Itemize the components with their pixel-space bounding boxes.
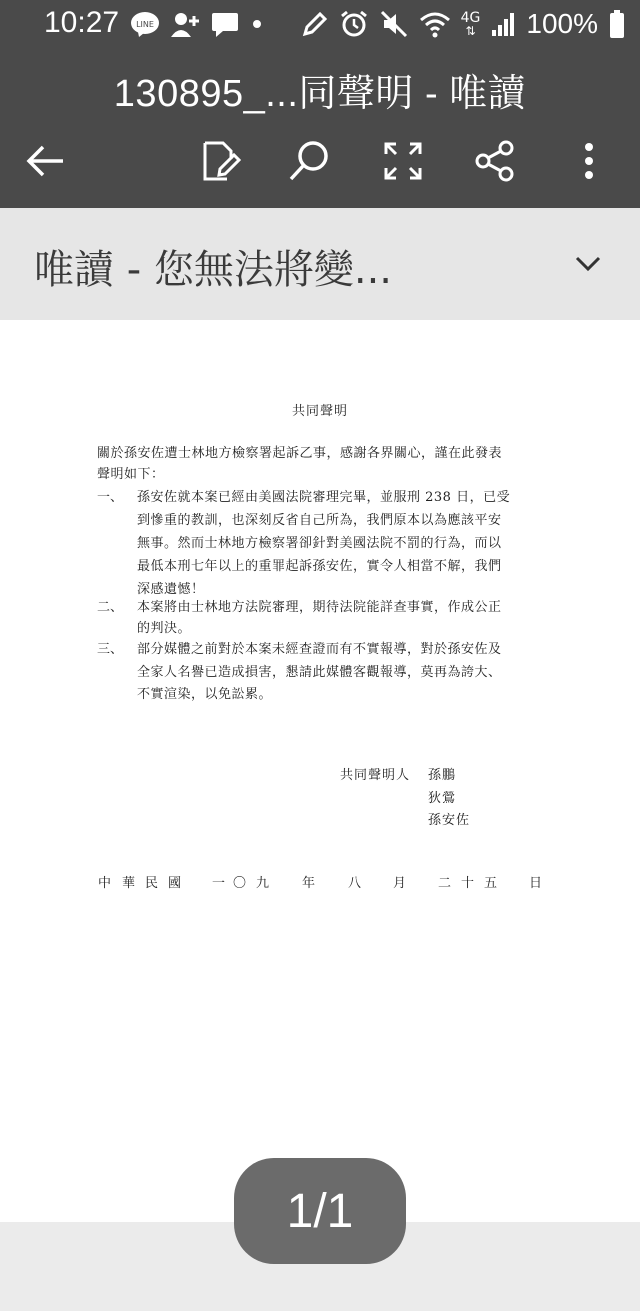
date-char: 國: [168, 876, 182, 891]
wifi-icon: [419, 10, 451, 38]
item-line: 的判決。: [137, 621, 192, 636]
more-button[interactable]: [566, 138, 612, 184]
document-title: 130895_...同聲明 - 唯讀: [113, 73, 527, 115]
add-contact-icon: [170, 10, 200, 38]
fullscreen-icon: [381, 139, 425, 183]
dot-icon: [250, 10, 264, 38]
item-line: 深感遺憾！: [137, 582, 205, 597]
item-line: 不實渲染，以免訟累。: [137, 687, 273, 702]
date-char: 十: [461, 876, 475, 891]
date-char: 九: [256, 876, 270, 891]
page-indicator: 1/1: [234, 1158, 406, 1264]
svg-text:LINE: LINE: [136, 20, 154, 29]
date-char: 八: [348, 876, 362, 891]
item-line: 孫安佐就本案已經由美國法院審理完畢，並服刑 238 日，已受: [137, 490, 511, 505]
signatory-name: 孫安佐: [428, 813, 471, 828]
intro-line: 關於孫安佐遭士林地方檢察署起訴乙事，感謝各界關心，謹在此發表: [97, 446, 503, 461]
search-icon: [287, 139, 331, 183]
search-button[interactable]: [286, 138, 332, 184]
edit-button[interactable]: [196, 138, 242, 184]
date-char: 民: [145, 876, 159, 891]
date-char: 華: [122, 876, 136, 891]
signature-label: 共同聲明人: [340, 768, 411, 783]
date-char: 中: [98, 876, 112, 891]
signatory-name: 孫鵬: [428, 768, 457, 783]
document-page: [0, 320, 640, 1222]
item-number: 三、: [97, 642, 124, 657]
fullscreen-button[interactable]: [380, 138, 426, 184]
back-arrow-icon: [23, 139, 67, 183]
read-only-banner[interactable]: [0, 208, 640, 320]
more-vert-icon: [567, 139, 611, 183]
date-char: 〇: [233, 876, 247, 891]
date-char: 月: [393, 876, 407, 891]
line-icon: [130, 10, 160, 38]
status-time: 10:27: [44, 6, 120, 39]
item-line: 全家人名譽已造成損害，懇請此媒體客觀報導，莫再為誇大、: [137, 665, 502, 680]
app-bar: [0, 48, 640, 208]
date-char: 一: [212, 876, 226, 891]
mute-icon: [379, 9, 409, 39]
share-icon: [473, 139, 517, 183]
chevron-down-icon[interactable]: [568, 244, 608, 284]
item-line: 到慘重的教訓，也深刻反省自己所為，我們原本以為應該平安: [137, 513, 502, 528]
notification-icons: [130, 8, 264, 40]
document-heading: 共同聲明: [291, 404, 348, 419]
document-content: [0, 320, 640, 1222]
signal-icon: [490, 10, 516, 38]
date-char: 五: [484, 876, 498, 891]
item-number: 二、: [97, 600, 124, 615]
item-line: 部分媒體之前對於本案未經查證而有不實報導，對於孫安佐及: [137, 642, 502, 657]
item-line: 無事。然而士林地方檢察署卻針對美國法院不罰的行為，而以: [137, 536, 502, 551]
message-icon: [210, 10, 240, 38]
battery-level: 100%: [526, 8, 598, 39]
signatory-name: 狄鶯: [428, 791, 457, 806]
alarm-icon: [339, 9, 369, 39]
date-char: 日: [529, 876, 543, 891]
item-number: 一、: [97, 490, 124, 505]
network-type: 4G: [460, 10, 481, 26]
back-button[interactable]: [22, 138, 68, 184]
intro-line: 聲明如下：: [97, 467, 165, 482]
date-char: 年: [302, 876, 316, 891]
banner-text: 唯讀 - 您無法將變...: [34, 247, 393, 293]
status-bar: [0, 0, 640, 48]
pen-icon: [301, 10, 329, 38]
battery-icon: [608, 9, 626, 39]
item-line: 最低本刑七年以上的重罪起訴孫安佐，實令人相當不解，我們: [137, 559, 502, 574]
system-icons: [301, 6, 626, 42]
share-button[interactable]: [472, 138, 518, 184]
edit-document-icon: [197, 139, 241, 183]
item-line: 本案將由士林地方法院審理，期待法院能詳查事實，作成公正: [137, 600, 502, 615]
date-char: 二: [438, 876, 452, 891]
4g-icon: 4G ⇅: [460, 10, 481, 38]
